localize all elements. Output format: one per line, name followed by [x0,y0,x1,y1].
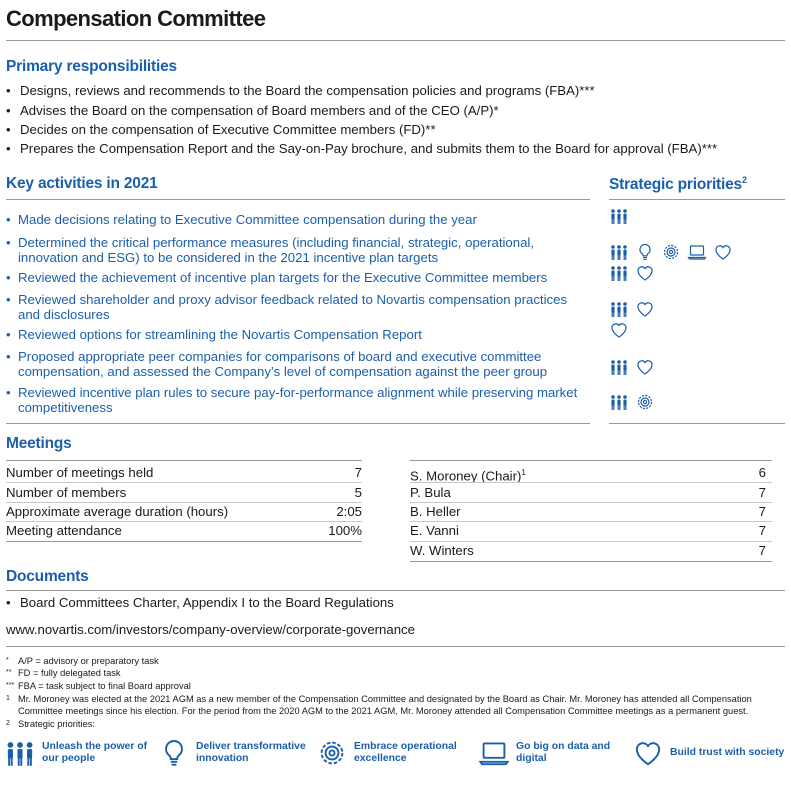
heart-icon [713,242,733,262]
people-icon [609,392,629,412]
activity-item: • Reviewed options for streamlining the Novartis Compensation Report [6,327,422,342]
gear-icon [661,242,681,262]
heart-icon [632,737,664,769]
activity-priorities [609,242,733,262]
legend-item [158,737,306,769]
footnotes-divider [6,646,785,647]
activity-priorities [609,357,655,377]
member-attendance-row: E. Vanni 7 [410,523,766,538]
primary-item: • Decides on the compensation of Executive Committee members (FD)** [6,122,436,137]
people-icon [609,357,629,377]
legend-label: Build trust with society [670,747,785,758]
footnote: 1 Mr. Moroney was elected at the 2021 AGM as a new member of the Compensation Committee and designated by the Board as Chair. Mr. Moroney has attended all Compensation Committee meetings since his election. For the period from the 2020 AGM to the 2021 AGM, Mr. Moroney attended all Compensation Committee meetings as a permanent guest. [6,694,752,716]
footnote: 2 Strategic priorities: [6,719,95,729]
legend-item [632,737,784,769]
activity-priorities [609,299,655,319]
activities-heading: Key activities in 2021 [6,175,158,192]
bulb-icon [635,242,655,262]
bulb-icon [158,737,190,769]
priorities-bottom-rule [609,423,785,424]
activity-item: • Reviewed shareholder and proxy advisor feedback related to Novartis compensation practices and disclosures [6,292,568,322]
meeting-stat-row: Number of members 5 [6,485,362,500]
governance-link[interactable]: www.novartis.com/investors/company-overview/corporate-governance [6,622,415,637]
meeting-stat-row: Approximate average duration (hours) 2:05 [6,504,362,519]
activity-item: • Reviewed the achievement of incentive plan targets for the Executive Committee members [6,270,548,285]
heart-icon [609,320,629,340]
activity-item: • Determined the critical performance measures (including financial, strategic, operational, innovation and ESG) to be considered in the 2021 incentive plan targets [6,235,535,265]
activity-priorities [609,263,655,283]
activity-item: • Proposed appropriate peer companies for comparisons of board and executive committee compensation, and assessed the Company’s level of compensation against the peer group [6,349,548,379]
people-icon [609,299,629,319]
legend-item [4,737,147,769]
people-icon [4,737,36,769]
title-divider [6,40,785,41]
people-icon [609,206,629,226]
gear-icon [635,392,655,412]
priorities-heading: Strategic priorities$^2$ [609,175,747,194]
priorities-divider [609,199,785,200]
legend-label: Unleash the power of our people [42,741,148,764]
member-attendance-row: P. Bula 7 [410,485,766,500]
legend-item [316,737,457,769]
primary-item: • Designs, reviews and recommends to the Board the compensation policies and programs (FBA)*** [6,83,595,98]
document-item: • Board Committees Charter, Appendix I to the Board Regulations [6,595,394,610]
activity-item: • Reviewed incentive plan rules to secure pay-for-performance alignment while preserving market competitiveness [6,385,578,415]
meeting-stat-row: Number of meetings held 7 [6,465,362,480]
meetings-left-rule [6,460,362,461]
footnote: * A/P = advisory or preparatory task [6,656,159,666]
footnote: *** FBA = task subject to final Board approval [6,681,191,691]
heart-icon [635,357,655,377]
primary-item: • Advises the Board on the compensation of Board members and of the CEO (A/P)* [6,103,499,118]
meetings-right-bottom-rule [410,561,772,562]
heart-icon [635,299,655,319]
meetings-left-bottom-rule [6,541,362,542]
heart-icon [635,263,655,283]
gear-icon [316,737,348,769]
activity-priorities [609,206,629,226]
activities-divider [6,199,590,200]
legend-label: Deliver transformative innovation [196,741,306,764]
people-icon [609,242,629,262]
laptop-icon [478,737,510,769]
activity-priorities [609,320,629,340]
activities-bottom-rule [6,423,590,424]
meetings-heading: Meetings [6,435,72,452]
primary-heading: Primary responsibilities [6,58,177,75]
primary-item: • Prepares the Compensation Report and the Say-on-Pay brochure, and submits them to the Board for approval (FBA)*** [6,141,718,156]
footnote: ** FD = fully delegated task [6,668,121,678]
legend-label: Embrace operational excellence [354,741,457,764]
page-title: Compensation Committee [6,6,266,31]
legend-item [478,737,610,769]
legend-label: Go big on data and digital [516,741,611,764]
documents-heading: Documents [6,568,89,585]
member-attendance-row: B. Heller 7 [410,504,766,519]
activity-priorities [609,392,655,412]
documents-divider [6,590,785,591]
member-attendance-row: S. Moroney (Chair)$^1$ 6 [410,465,766,484]
meeting-stat-row: Meeting attendance 100% [6,523,362,538]
people-icon [609,263,629,283]
meetings-right-rule [410,460,772,461]
laptop-icon [687,242,707,262]
member-attendance-row: W. Winters 7 [410,543,766,558]
activity-item: • Made decisions relating to Executive Committee compensation during the year [6,212,477,227]
